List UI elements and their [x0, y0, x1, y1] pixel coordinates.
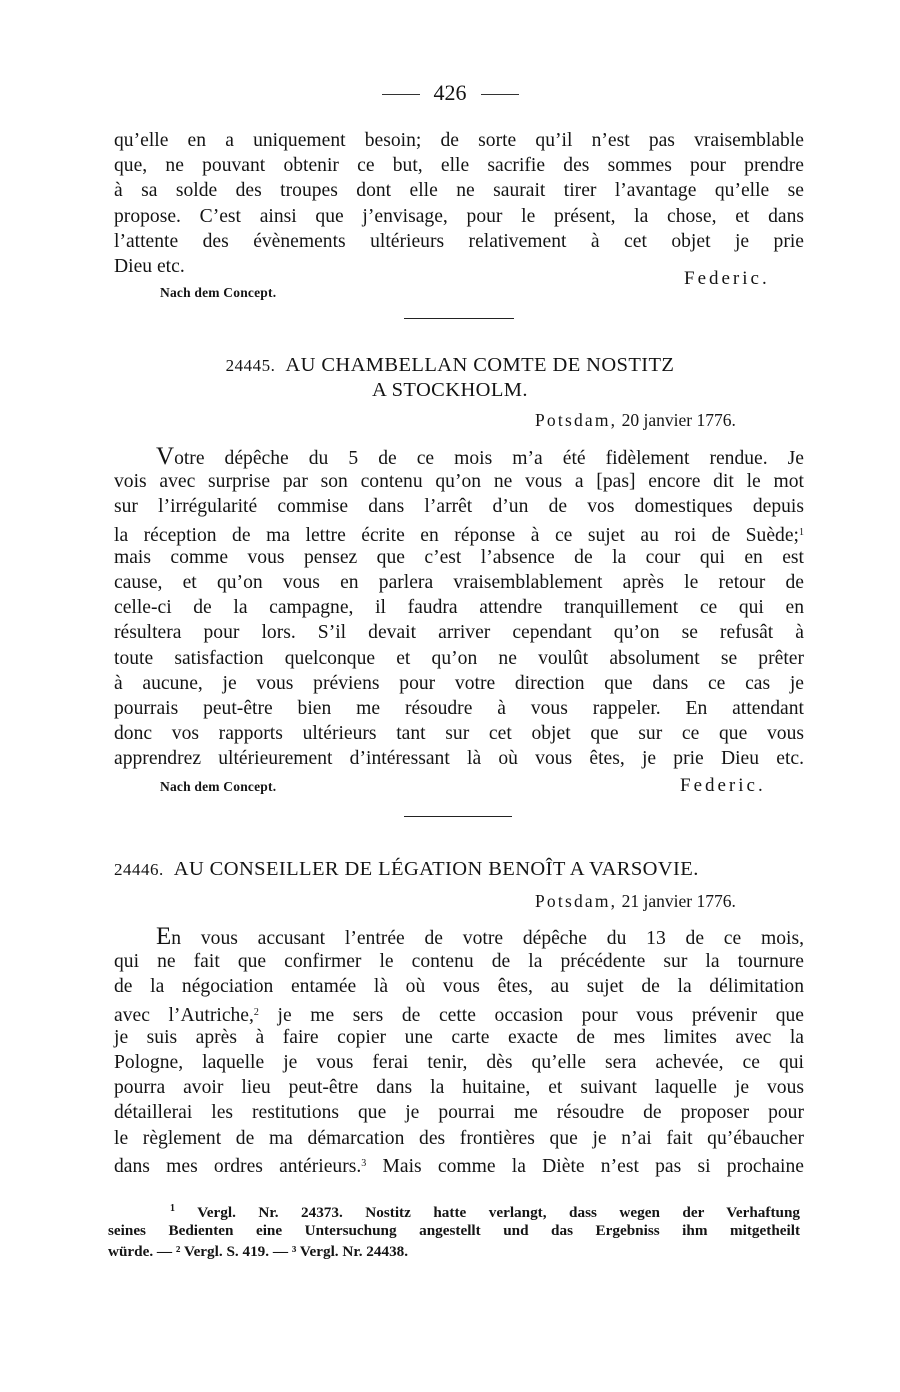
- text-line: que, ne pouvant obtenir ce but, elle sacrifie des sommes pour prendre: [114, 155, 804, 177]
- line-text: la réception de ma lettre écrite en réponse à ce sujet au roi de Suède;: [114, 524, 799, 546]
- text-line: donc vos rapports ultérieurs tant sur cet objet que sur ce que vous: [114, 723, 804, 745]
- letter-place-date: [535, 891, 736, 912]
- footnote-ref: 3: [361, 1157, 367, 1169]
- text-line: pourra avoir lieu peut-être dans la huitaine, et suivant laquelle je vous: [114, 1077, 804, 1099]
- letter-place: Potsdam,: [535, 891, 618, 911]
- text-line: l’attente des évènements ultérieurs relativement à cet objet je prie: [114, 230, 804, 252]
- footnote-line: [108, 1198, 800, 1220]
- first-line-text: otre dépêche du 5 de ce mois m’a été fidèlement rendue. Je: [174, 448, 804, 469]
- text-line: de la négociation entamée là où vous êtes, au sujet de la délimitation: [114, 976, 804, 998]
- footnote-ref: 1: [799, 526, 804, 538]
- text-line: toute satisfaction quelconque et qu’on ne voulût absolument se prêter: [114, 647, 804, 669]
- text-line: qui ne fait que confirmer le contenu de la précédente sur la tournure: [114, 951, 804, 973]
- letter-number: 24445.: [225, 356, 276, 375]
- text-line: [114, 1151, 804, 1176]
- line-text: avec l’Autriche,: [114, 1004, 254, 1026]
- page-header: [0, 80, 900, 106]
- text-line: propose. C’est ainsi que j’envisage, pour le présent, la chose, et dans: [114, 205, 804, 227]
- letter-heading-line2: A STOCKHOLM.: [372, 379, 528, 401]
- header-dash-left: [382, 94, 420, 95]
- section-divider: [404, 816, 512, 817]
- text-line: [114, 444, 804, 469]
- text-line: je suis après à faire copier une carte exacte de mes limites avec la: [114, 1026, 804, 1048]
- text-line: [114, 1000, 804, 1025]
- text-line: résultera pour lors. S’il devait arriver cependant qu’on se refusât à: [114, 622, 804, 644]
- letter-body: [114, 924, 804, 1176]
- line-text: dans mes ordres antérieurs.: [114, 1155, 362, 1177]
- letter-place: Potsdam,: [535, 410, 618, 430]
- text-line: [114, 520, 804, 545]
- continuation-text: [114, 128, 804, 279]
- first-line-text: n vous accusant l’entrée de votre dépêche du 13 de ce mois,: [171, 928, 804, 949]
- footnotes: [108, 1198, 800, 1263]
- letter-heading: [0, 354, 900, 377]
- header-dash-right: [481, 94, 519, 95]
- letter-number: 24446.: [114, 860, 164, 879]
- initial-letter: V: [156, 443, 175, 470]
- text-line: pourrais peut-être bien me résoudre à vous rappeler. En attendant: [114, 697, 804, 719]
- footnote-text: Vergl. Nr. 24373. Nostitz hatte verlangt, dass wegen der Verhaftung: [197, 1204, 800, 1221]
- page-number: 426: [433, 80, 467, 105]
- letter-place-date: [535, 410, 736, 431]
- text-line: mais comme vous pensez que c’est l’absence de la cour qui en est: [114, 546, 804, 568]
- text-line: à sa solde des troupes dont elle ne saurait tirer l’avantage qu’elle se: [114, 180, 804, 202]
- letter-recipient: AU CHAMBELLAN COMTE DE NOSTITZ: [285, 354, 675, 376]
- text-line: vois avec surprise par son contenu qu’on ne vous a [pas] encore dit le mot: [114, 471, 804, 493]
- text-line: sur l’irrégularité commise dans l’arrêt d’un de vos domestiques depuis: [114, 496, 804, 518]
- text-line: détaillerai les restitutions que je pourrai me résoudre de proposer pour: [114, 1102, 804, 1124]
- line-text: je me sers de cette occasion pour vous prévenir que: [258, 1004, 804, 1026]
- text-line: Dieu etc.: [114, 255, 185, 277]
- text-line: Pologne, laquelle je vous ferai tenir, dès qu’elle sera achevée, ce qui: [114, 1051, 804, 1073]
- signature: Federic.: [680, 775, 766, 796]
- text-line: [114, 924, 804, 949]
- signature: Federic.: [684, 268, 770, 289]
- line-text: Mais comme la Diète n’est pas si prochaine: [366, 1155, 804, 1177]
- footnote-marker: 1: [170, 1203, 175, 1214]
- footnote-line: seines Bedienten eine Untersuchung angestellt und das Ergebniss ihm mitgetheilt: [108, 1221, 800, 1239]
- text-line: cause, et qu’on vous en parlera vraisemblablement après le retour de: [114, 571, 804, 593]
- initial-letter: E: [156, 923, 172, 950]
- letter-recipient: AU CONSEILLER DE LÉGATION BENOÎT A VARSOVIE.: [173, 858, 699, 880]
- letter-date: 21 janvier 1776.: [621, 891, 736, 911]
- text-line: apprendrez ultérieurement d’intéressant là où vous êtes, je prie Dieu etc.: [114, 748, 804, 770]
- source-note: Nach dem Concept.: [160, 285, 277, 300]
- text-line: à aucune, je vous préviens pour votre direction que dans ce cas je: [114, 672, 804, 694]
- letter-body: [114, 444, 804, 771]
- footnote-line: würde. — ² Vergl. S. 419. — ³ Vergl. Nr. 24438.: [108, 1243, 409, 1260]
- source-note: Nach dem Concept.: [160, 779, 277, 794]
- text-line: celle-ci de la campagne, il faudra attendre tranquillement ce qui en: [114, 597, 804, 619]
- text-line: le règlement de ma démarcation des frontières que je n’ai fait qu’ébaucher: [114, 1127, 804, 1149]
- letter-heading: [114, 858, 804, 881]
- text-line: qu’elle en a uniquement besoin; de sorte qu’il n’est pas vraisemblable: [114, 130, 804, 151]
- footnote-ref: 2: [253, 1006, 259, 1018]
- section-divider: [404, 318, 514, 319]
- letter-date: 20 janvier 1776.: [621, 410, 736, 430]
